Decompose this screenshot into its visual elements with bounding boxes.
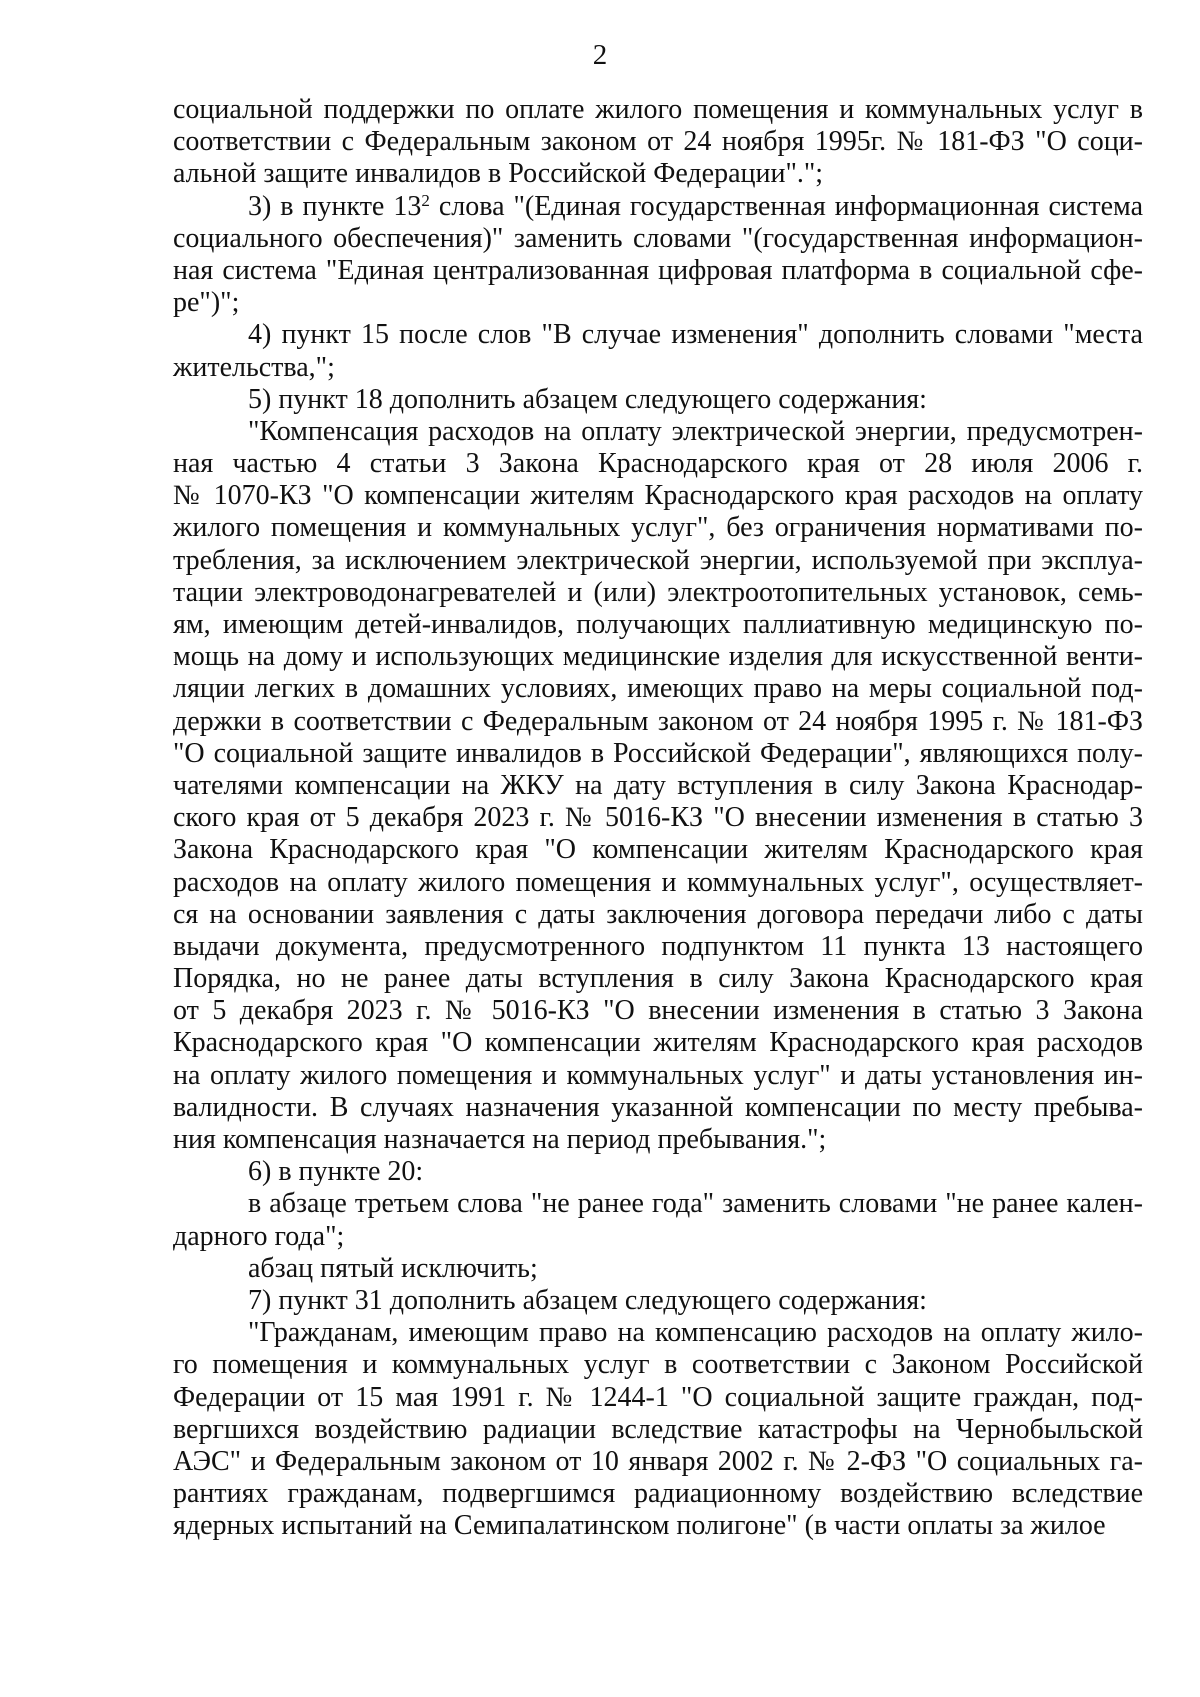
- text-line: ния компенсация назначается на период пребывания.";: [173, 1124, 827, 1155]
- paragraph: [173, 416, 1143, 1156]
- paragraph: [173, 384, 1143, 416]
- text-line: рантиях гражданам, подвергшимся радиационному воздействию вследствие: [173, 1478, 1143, 1510]
- text-line: расходов на оплату жилого помещения и коммунальных услуг", осуществляет-: [173, 866, 1143, 898]
- text-line: ся на основании заявления с даты заключения договора передачи либо с даты: [173, 898, 1143, 930]
- text-line: держки в соответствии с Федеральным законом от 24 ноября 1995 г. № 181-ФЗ: [173, 705, 1143, 737]
- text-line: 5) пункт 18 дополнить абзацем следующего содержания:: [248, 383, 927, 415]
- text-line: "О социальной защите инвалидов в Российской Федерации", являющихся полу-: [173, 737, 1143, 769]
- paragraph: [173, 1285, 1143, 1317]
- paragraph: [173, 191, 1143, 320]
- text-line: "Гражданам, имеющим право на компенсацию расходов на оплату жило-: [248, 1317, 1143, 1349]
- text-line: на оплату жилого помещения и коммунальных услуг" и даты установления ин-: [173, 1059, 1143, 1091]
- text-line: ям, имеющим детей-инвалидов, получающих паллиативную медицинскую по-: [173, 609, 1143, 640]
- text-line: Порядка, но не ранее даты вступления в силу Закона Краснодарского края: [173, 963, 1143, 995]
- text-line: Закона Краснодарского края "О компенсации жителям Краснодарского края: [173, 834, 1143, 866]
- text-line: в абзаце третьем слова "не ранее года" заменить словами "не ранее кален-: [248, 1188, 1143, 1220]
- text-line: абзац пятый исключить;: [248, 1252, 538, 1284]
- text-line: АЭС" и Федеральным законом от 10 января 2002 г. № 2-ФЗ "О социальных га-: [173, 1445, 1143, 1477]
- text-line: мощь на дому и использующих медицинские изделия для искусственной венти-: [173, 641, 1143, 673]
- text-line: № 1070-КЗ "О компенсации жителям Краснодарского края расходов на оплату: [173, 480, 1143, 512]
- text-line: тации электроводонагревателей и (или) электроотопительных установок, семь-: [173, 576, 1143, 608]
- superscript: 2: [421, 190, 430, 210]
- text-line: 7) пункт 31 дополнить абзацем следующего содержания:: [248, 1284, 927, 1316]
- text-line: жительства,";: [173, 351, 335, 383]
- paragraph: [173, 1253, 1143, 1285]
- text-line: 4) пункт 15 после слов "В случае изменения" дополнить словами "места: [248, 319, 1143, 351]
- text-line: Федерации от 15 мая 1991 г. № 1244-1 "О социальной защите граждан, под-: [173, 1381, 1143, 1413]
- text-line: выдачи документа, предусмотренного подпунктом 11 пункта 13 настоящего: [173, 930, 1143, 962]
- text-line: ляции легких в домашних условиях, имеющих право на меры социальной под-: [173, 673, 1143, 705]
- paragraph: [173, 1317, 1143, 1542]
- text-line: ная частью 4 статьи 3 Закона Краснодарского края от 28 июля 2006 г.: [173, 448, 1143, 480]
- text-line: вергшихся воздействию радиации вследствие катастрофы на Чернобыльской: [173, 1413, 1143, 1445]
- text-line: соответствии с Федеральным законом от 24 ноября 1995г. № 181-ФЗ "О соци-: [173, 126, 1143, 158]
- text-line: ского края от 5 декабря 2023 г. № 5016-КЗ "О внесении изменения в статью 3: [173, 802, 1143, 834]
- text-line: 3) в пункте $13^2$ слова "(Единая государственная информационная система: [248, 190, 1143, 222]
- text-line: социальной поддержки по оплате жилого помещения и коммунальных услуг в: [173, 94, 1143, 125]
- text-line: ре")";: [173, 287, 240, 319]
- text-line: валидности. В случаях назначения указанной компенсации по месту пребыва-: [173, 1091, 1143, 1123]
- text-line: требления, за исключением электрической энергии, используемой при эксплуа-: [173, 544, 1143, 576]
- text-line: чателями компенсации на ЖКУ на дату вступления в силу Закона Краснодар-: [173, 769, 1143, 801]
- paragraph: [173, 1156, 1143, 1188]
- document-body: [173, 94, 1143, 1542]
- text-line: ная система "Единая централизованная цифровая платформа в социальной сфе-: [173, 254, 1143, 286]
- text-line: альной защите инвалидов в Российской Федерации".";: [173, 158, 824, 190]
- text-line: "Компенсация расходов на оплату электрической энергии, предусмотрен-: [248, 415, 1143, 447]
- text-line: от 5 декабря 2023 г. № 5016-КЗ "О внесении изменения в статью 3 Закона: [173, 995, 1143, 1027]
- text-line: ядерных испытаний на Семипалатинском полигоне" (в части оплаты за жилое: [173, 1510, 1106, 1542]
- page-number: 2: [592, 39, 608, 71]
- paragraph: [173, 1188, 1143, 1252]
- text-line: дарного года";: [173, 1220, 345, 1252]
- text-line: го помещения и коммунальных услуг в соответствии с Законом Российской: [173, 1349, 1143, 1381]
- paragraph: [173, 319, 1143, 383]
- text-line: социального обеспечения)" заменить словами "(государственная информацион-: [173, 222, 1143, 254]
- text-line: Краснодарского края "О компенсации жителям Краснодарского края расходов: [173, 1027, 1143, 1059]
- text-line: жилого помещения и коммунальных услуг", без ограничения нормативами по-: [173, 512, 1143, 544]
- text-line: 6) в пункте 20:: [248, 1156, 424, 1188]
- paragraph: [173, 94, 1143, 191]
